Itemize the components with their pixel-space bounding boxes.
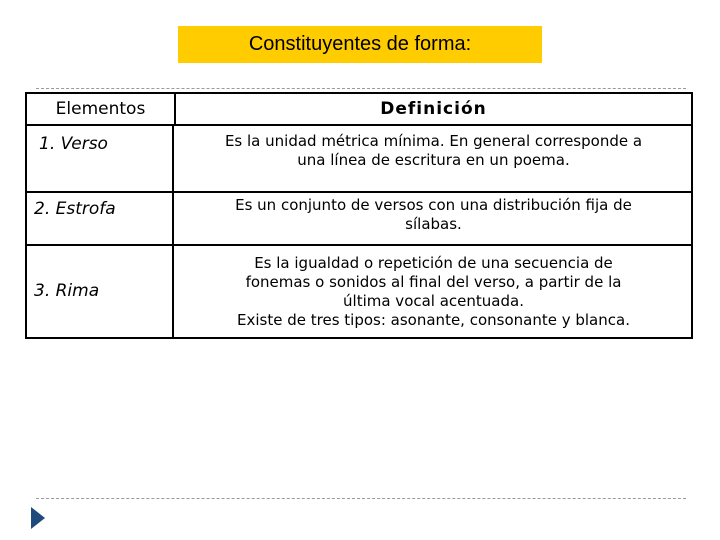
slide-title: Constituyentes de forma: bbox=[178, 26, 542, 63]
triangle-right-icon bbox=[31, 507, 45, 529]
table-row bbox=[27, 193, 691, 246]
header-definition: Definición bbox=[380, 98, 487, 119]
definition-verso bbox=[176, 124, 691, 191]
table-header-row bbox=[27, 94, 691, 126]
bottom-divider bbox=[36, 498, 686, 499]
definition-line: última vocal acentuada. bbox=[343, 292, 524, 310]
definition-line: Existe de tres tipos: asonante, consonante y blanca. bbox=[237, 311, 630, 329]
definition-rima bbox=[176, 245, 691, 337]
definition-line: fonemas o sonidos al final del verso, a partir de la bbox=[245, 273, 622, 291]
definition-line: Es la unidad métrica mínima. En general corresponde a bbox=[224, 132, 643, 150]
element-verso: 1. Verso bbox=[27, 124, 174, 191]
element-estrofa: 2. Estrofa bbox=[27, 193, 174, 244]
definition-estrofa bbox=[176, 193, 691, 244]
definition-line: Es la igualdad o repetición de una secuencia de bbox=[254, 254, 613, 272]
header-elements: Elementos bbox=[27, 94, 176, 124]
element-rima: 3. Rima bbox=[27, 245, 174, 337]
definition-line: Es un conjunto de versos con una distribución fija de bbox=[235, 196, 632, 214]
top-divider bbox=[36, 88, 686, 89]
table-row bbox=[27, 245, 691, 337]
definition-line: sílabas. bbox=[405, 215, 462, 233]
table-row bbox=[27, 124, 691, 193]
definition-line: una línea de escritura en un poema. bbox=[297, 151, 570, 169]
definitions-table bbox=[25, 92, 693, 339]
